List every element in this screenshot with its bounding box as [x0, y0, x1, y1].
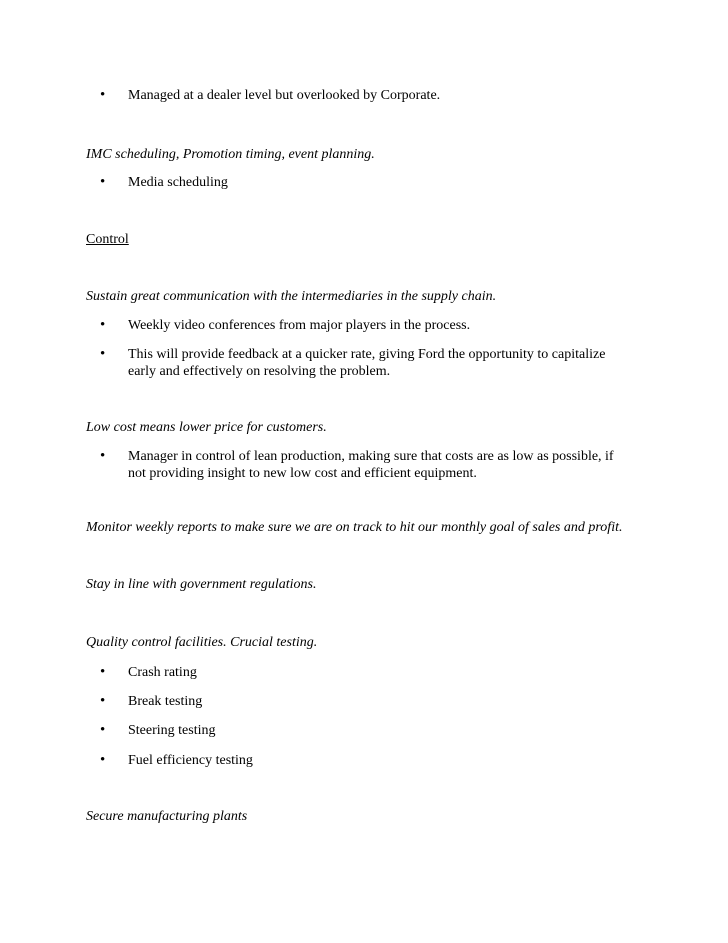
bullet-text-weekly-video: Weekly video conferences from major players in the process. — [128, 318, 471, 333]
bullet-marker: • — [100, 448, 106, 464]
heading-imc-scheduling: IMC scheduling, Promotion timing, event planning. — [86, 147, 375, 162]
bullet-text-crash-rating: Crash rating — [128, 665, 197, 680]
heading-monitor-weekly-reports: Monitor weekly reports to make sure we are on track to hit our monthly goal of sales and profit. — [86, 520, 623, 535]
bullet-text-feedback-line-1: This will provide feedback at a quicker rate, giving Ford the opportunity to capitalize — [128, 347, 606, 362]
bullet-text-steering-testing: Steering testing — [128, 723, 216, 738]
heading-quality-control: Quality control facilities. Crucial testing. — [86, 635, 318, 650]
heading-government-regulations: Stay in line with government regulations. — [86, 577, 317, 592]
bullet-marker: • — [100, 317, 106, 333]
bullet-marker: • — [100, 87, 106, 103]
bullet-marker: • — [100, 174, 106, 190]
bullet-text-break-testing: Break testing — [128, 694, 203, 709]
bullet-marker: • — [100, 752, 106, 768]
bullet-marker: • — [100, 722, 106, 738]
bullet-text-media-scheduling: Media scheduling — [128, 175, 228, 190]
bullet-text-lean-production-line-2: not providing insight to new low cost and efficient equipment. — [128, 466, 477, 481]
bullet-marker: • — [100, 693, 106, 709]
bullet-text-fuel-efficiency: Fuel efficiency testing — [128, 753, 253, 768]
bullet-text-lean-production-line-1: Manager in control of lean production, making sure that costs are as low as possible, if — [128, 449, 614, 464]
heading-control: Control — [86, 232, 129, 247]
bullet-text-dealer-level: Managed at a dealer level but overlooked by Corporate. — [128, 88, 441, 103]
heading-low-cost: Low cost means lower price for customers. — [86, 420, 327, 435]
bullet-text-feedback-line-2: early and effectively on resolving the problem. — [128, 364, 391, 379]
bullet-marker: • — [100, 346, 106, 362]
heading-secure-plants: Secure manufacturing plants — [86, 809, 248, 824]
bullet-marker: • — [100, 664, 106, 680]
heading-sustain-communication: Sustain great communication with the intermediaries in the supply chain. — [86, 289, 497, 304]
